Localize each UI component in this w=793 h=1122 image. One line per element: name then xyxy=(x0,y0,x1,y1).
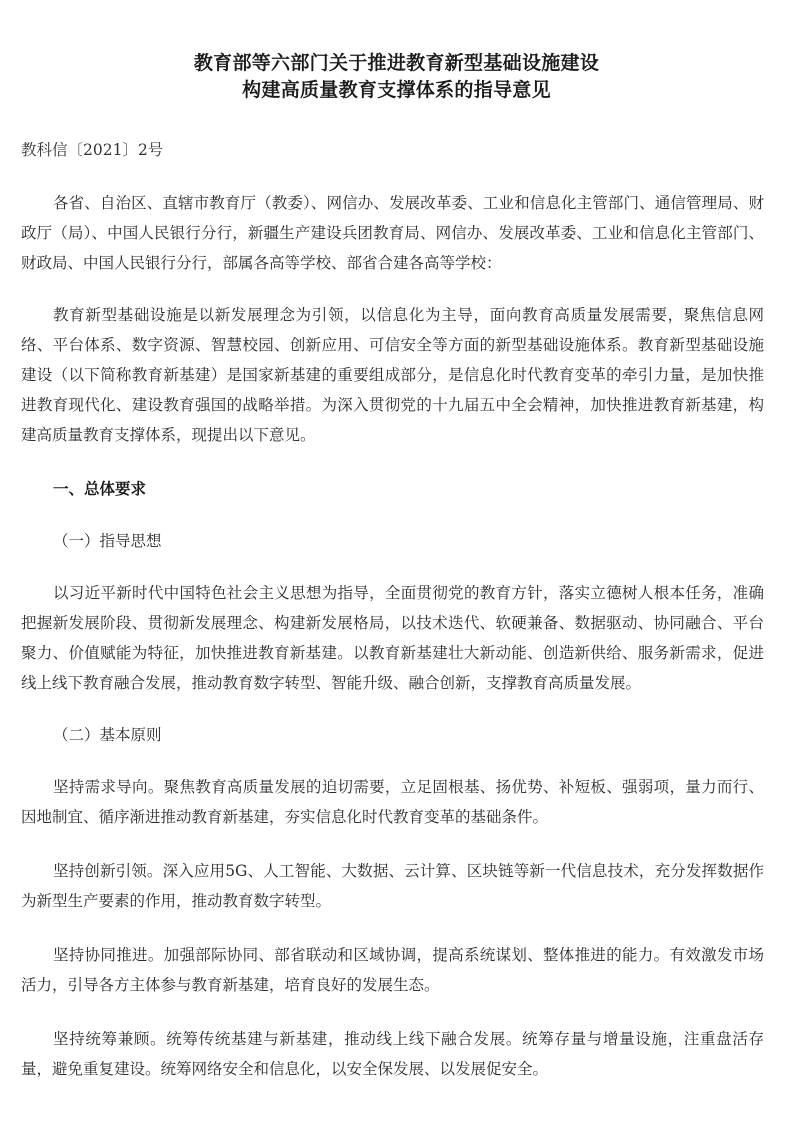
principle-balance-paragraph: 坚持统筹兼顾。统筹传统基建与新基建，推动线上线下融合发展。统筹存量与增量设施，注重盘活存量，避免重复建设。统筹网络安全和信息化，以安全保发展、以发展促安全。 xyxy=(21,1030,764,1078)
recipients-paragraph: 各省、自治区、直辖市教育厅（教委）、网信办、发展改革委、工业和信息化主管部门、通信管理局、财政厅（局）、中国人民银行分行，新疆生产建设兵团教育局、网信办、发展改革委、工业和信息化主管部门、财政局、中国人民银行分行，部属各高等学校、部省合建各高等学校： xyxy=(21,194,764,272)
document-title-line-2: 构建高质量教育支撑体系的指导意见 xyxy=(242,79,551,101)
principle-innovation-paragraph: 坚持创新引领。深入应用5G、人工智能、大数据、云计算、区块链等新一代信息技术，充分发挥数据作为新型生产要素的作用，推动教育数字转型。 xyxy=(21,862,764,910)
document-number: 教科信〔2021〕2号 xyxy=(21,141,164,159)
principle-coordination-paragraph: 坚持协同推进。加强部际协同、部省联动和区域协调，提高系统谋划、整体推进的能力。有效激发市场活力，引导各方主体参与教育新基建，培育良好的发展生态。 xyxy=(21,946,764,994)
subheading-basic-principles: （二）基本原则 xyxy=(53,726,162,744)
subheading-guiding-ideology: （一）指导思想 xyxy=(53,532,162,550)
guiding-ideology-paragraph: 以习近平新时代中国特色社会主义思想为指导，全面贯彻党的教育方针，落实立德树人根本任务，准确把握新发展阶段、贯彻新发展理念、构建新发展格局，以技术迭代、软硬兼备、数据驱动、协同融合、平台聚力、价值赋能为特征，加快推进教育新基建。以教育新基建壮大新动能、创造新供给、服务新需求，促进线上线下教育融合发展，推动教育数字转型、智能升级、融合创新，支撑教育高质量发展。 xyxy=(21,584,764,692)
intro-paragraph: 教育新型基础设施是以新发展理念为引领，以信息化为主导，面向教育高质量发展需要，聚焦信息网络、平台体系、数字资源、智慧校园、创新应用、可信安全等方面的新型基础设施体系。教育新型基础设施建设（以下简称教育新基建）是国家新基建的重要组成部分，是信息化时代教育变革的牵引力量，是加快推进教育现代化、建设教育强国的战略举措。为深入贯彻党的十九届五中全会精神，加快推进教育新基建，构建高质量教育支撑体系，现提出以下意见。 xyxy=(21,306,764,444)
document-title-line-1: 教育部等六部门关于推进教育新型基础设施建设 xyxy=(193,52,600,74)
section-heading-general-requirements: 一、总体要求 xyxy=(53,480,147,498)
principle-demand-paragraph: 坚持需求导向。聚焦教育高质量发展的迫切需要，立足固根基、扬优势、补短板、强弱项，量力而行、因地制宜、循序渐进推动教育新基建，夯实信息化时代教育变革的基础条件。 xyxy=(21,778,764,826)
